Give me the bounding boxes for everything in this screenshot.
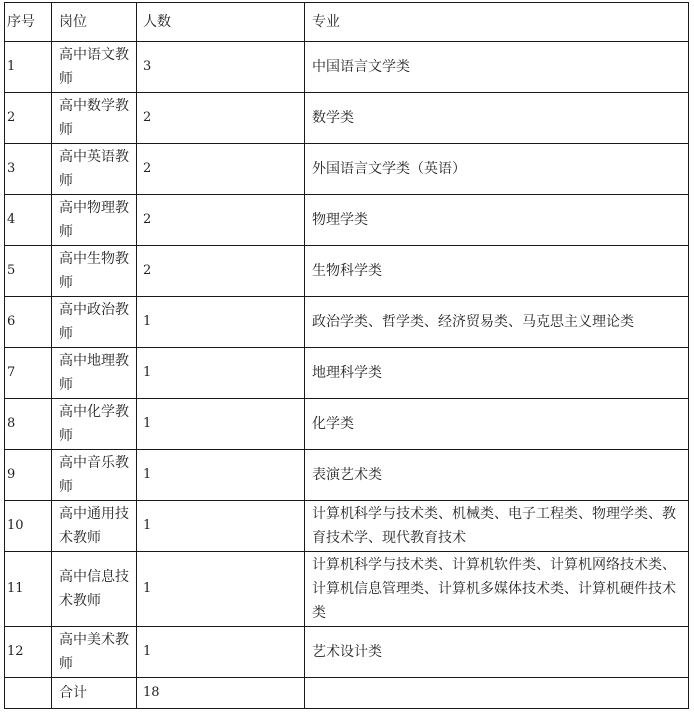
table-row bbox=[5, 552, 689, 627]
table-body bbox=[5, 42, 689, 709]
cell-post: 高中语文教师 bbox=[52, 42, 137, 93]
cell-major: 中国语言文学类 bbox=[305, 42, 689, 93]
header-major: 专业 bbox=[305, 3, 689, 42]
cell-serial: 5 bbox=[5, 246, 52, 297]
cell-serial: 11 bbox=[5, 552, 52, 627]
recruitment-table bbox=[4, 2, 689, 709]
total-label: 合计 bbox=[52, 678, 137, 709]
header-count: 人数 bbox=[137, 3, 305, 42]
cell-count: 1 bbox=[137, 348, 305, 399]
cell-major: 物理学类 bbox=[305, 195, 689, 246]
table-row bbox=[5, 348, 689, 399]
cell-post: 高中地理教师 bbox=[52, 348, 137, 399]
cell-major: 计算机科学与技术类、机械类、电子工程类、物理学类、教育技术学、现代教育技术 bbox=[305, 501, 689, 552]
table-row bbox=[5, 195, 689, 246]
table-row bbox=[5, 627, 689, 678]
cell-major: 表演艺术类 bbox=[305, 450, 689, 501]
cell-count: 1 bbox=[137, 297, 305, 348]
table-row bbox=[5, 42, 689, 93]
table-header-row bbox=[5, 3, 689, 42]
cell-count: 2 bbox=[137, 144, 305, 195]
cell-post: 高中信息技术教师 bbox=[52, 552, 137, 627]
cell-major: 生物科学类 bbox=[305, 246, 689, 297]
cell-serial: 2 bbox=[5, 93, 52, 144]
cell-serial-empty bbox=[5, 678, 52, 709]
cell-serial: 1 bbox=[5, 42, 52, 93]
cell-serial: 8 bbox=[5, 399, 52, 450]
cell-major: 计算机科学与技术类、计算机软件类、计算机网络技术类、计算机信息管理类、计算机多媒体技术类、计算机硬件技术类 bbox=[305, 552, 689, 627]
cell-post: 高中美术教师 bbox=[52, 627, 137, 678]
table-row bbox=[5, 297, 689, 348]
cell-post: 高中化学教师 bbox=[52, 399, 137, 450]
cell-count: 2 bbox=[137, 195, 305, 246]
cell-major: 外国语言文学类（英语） bbox=[305, 144, 689, 195]
cell-serial: 7 bbox=[5, 348, 52, 399]
table-row bbox=[5, 399, 689, 450]
cell-post: 高中物理教师 bbox=[52, 195, 137, 246]
table-row bbox=[5, 501, 689, 552]
cell-count: 1 bbox=[137, 501, 305, 552]
table-row bbox=[5, 144, 689, 195]
cell-serial: 9 bbox=[5, 450, 52, 501]
cell-count: 2 bbox=[137, 246, 305, 297]
cell-serial: 3 bbox=[5, 144, 52, 195]
cell-major: 政治学类、哲学类、经济贸易类、马克思主义理论类 bbox=[305, 297, 689, 348]
cell-count: 1 bbox=[137, 399, 305, 450]
table-total-row bbox=[5, 678, 689, 709]
cell-serial: 12 bbox=[5, 627, 52, 678]
cell-serial: 4 bbox=[5, 195, 52, 246]
cell-post: 高中英语教师 bbox=[52, 144, 137, 195]
cell-post: 高中音乐教师 bbox=[52, 450, 137, 501]
header-serial: 序号 bbox=[5, 3, 52, 42]
cell-post: 高中通用技术教师 bbox=[52, 501, 137, 552]
total-count: 18 bbox=[137, 678, 305, 709]
cell-serial: 6 bbox=[5, 297, 52, 348]
cell-major-empty bbox=[305, 678, 689, 709]
cell-count: 2 bbox=[137, 93, 305, 144]
table-row bbox=[5, 93, 689, 144]
table-row bbox=[5, 450, 689, 501]
cell-major: 数学类 bbox=[305, 93, 689, 144]
cell-count: 1 bbox=[137, 627, 305, 678]
cell-post: 高中政治教师 bbox=[52, 297, 137, 348]
cell-major: 艺术设计类 bbox=[305, 627, 689, 678]
cell-serial: 10 bbox=[5, 501, 52, 552]
cell-count: 1 bbox=[137, 450, 305, 501]
cell-count: 1 bbox=[137, 552, 305, 627]
cell-post: 高中生物教师 bbox=[52, 246, 137, 297]
cell-major: 地理科学类 bbox=[305, 348, 689, 399]
table-row bbox=[5, 246, 689, 297]
cell-post: 高中数学教师 bbox=[52, 93, 137, 144]
cell-count: 3 bbox=[137, 42, 305, 93]
cell-major: 化学类 bbox=[305, 399, 689, 450]
header-post: 岗位 bbox=[52, 3, 137, 42]
